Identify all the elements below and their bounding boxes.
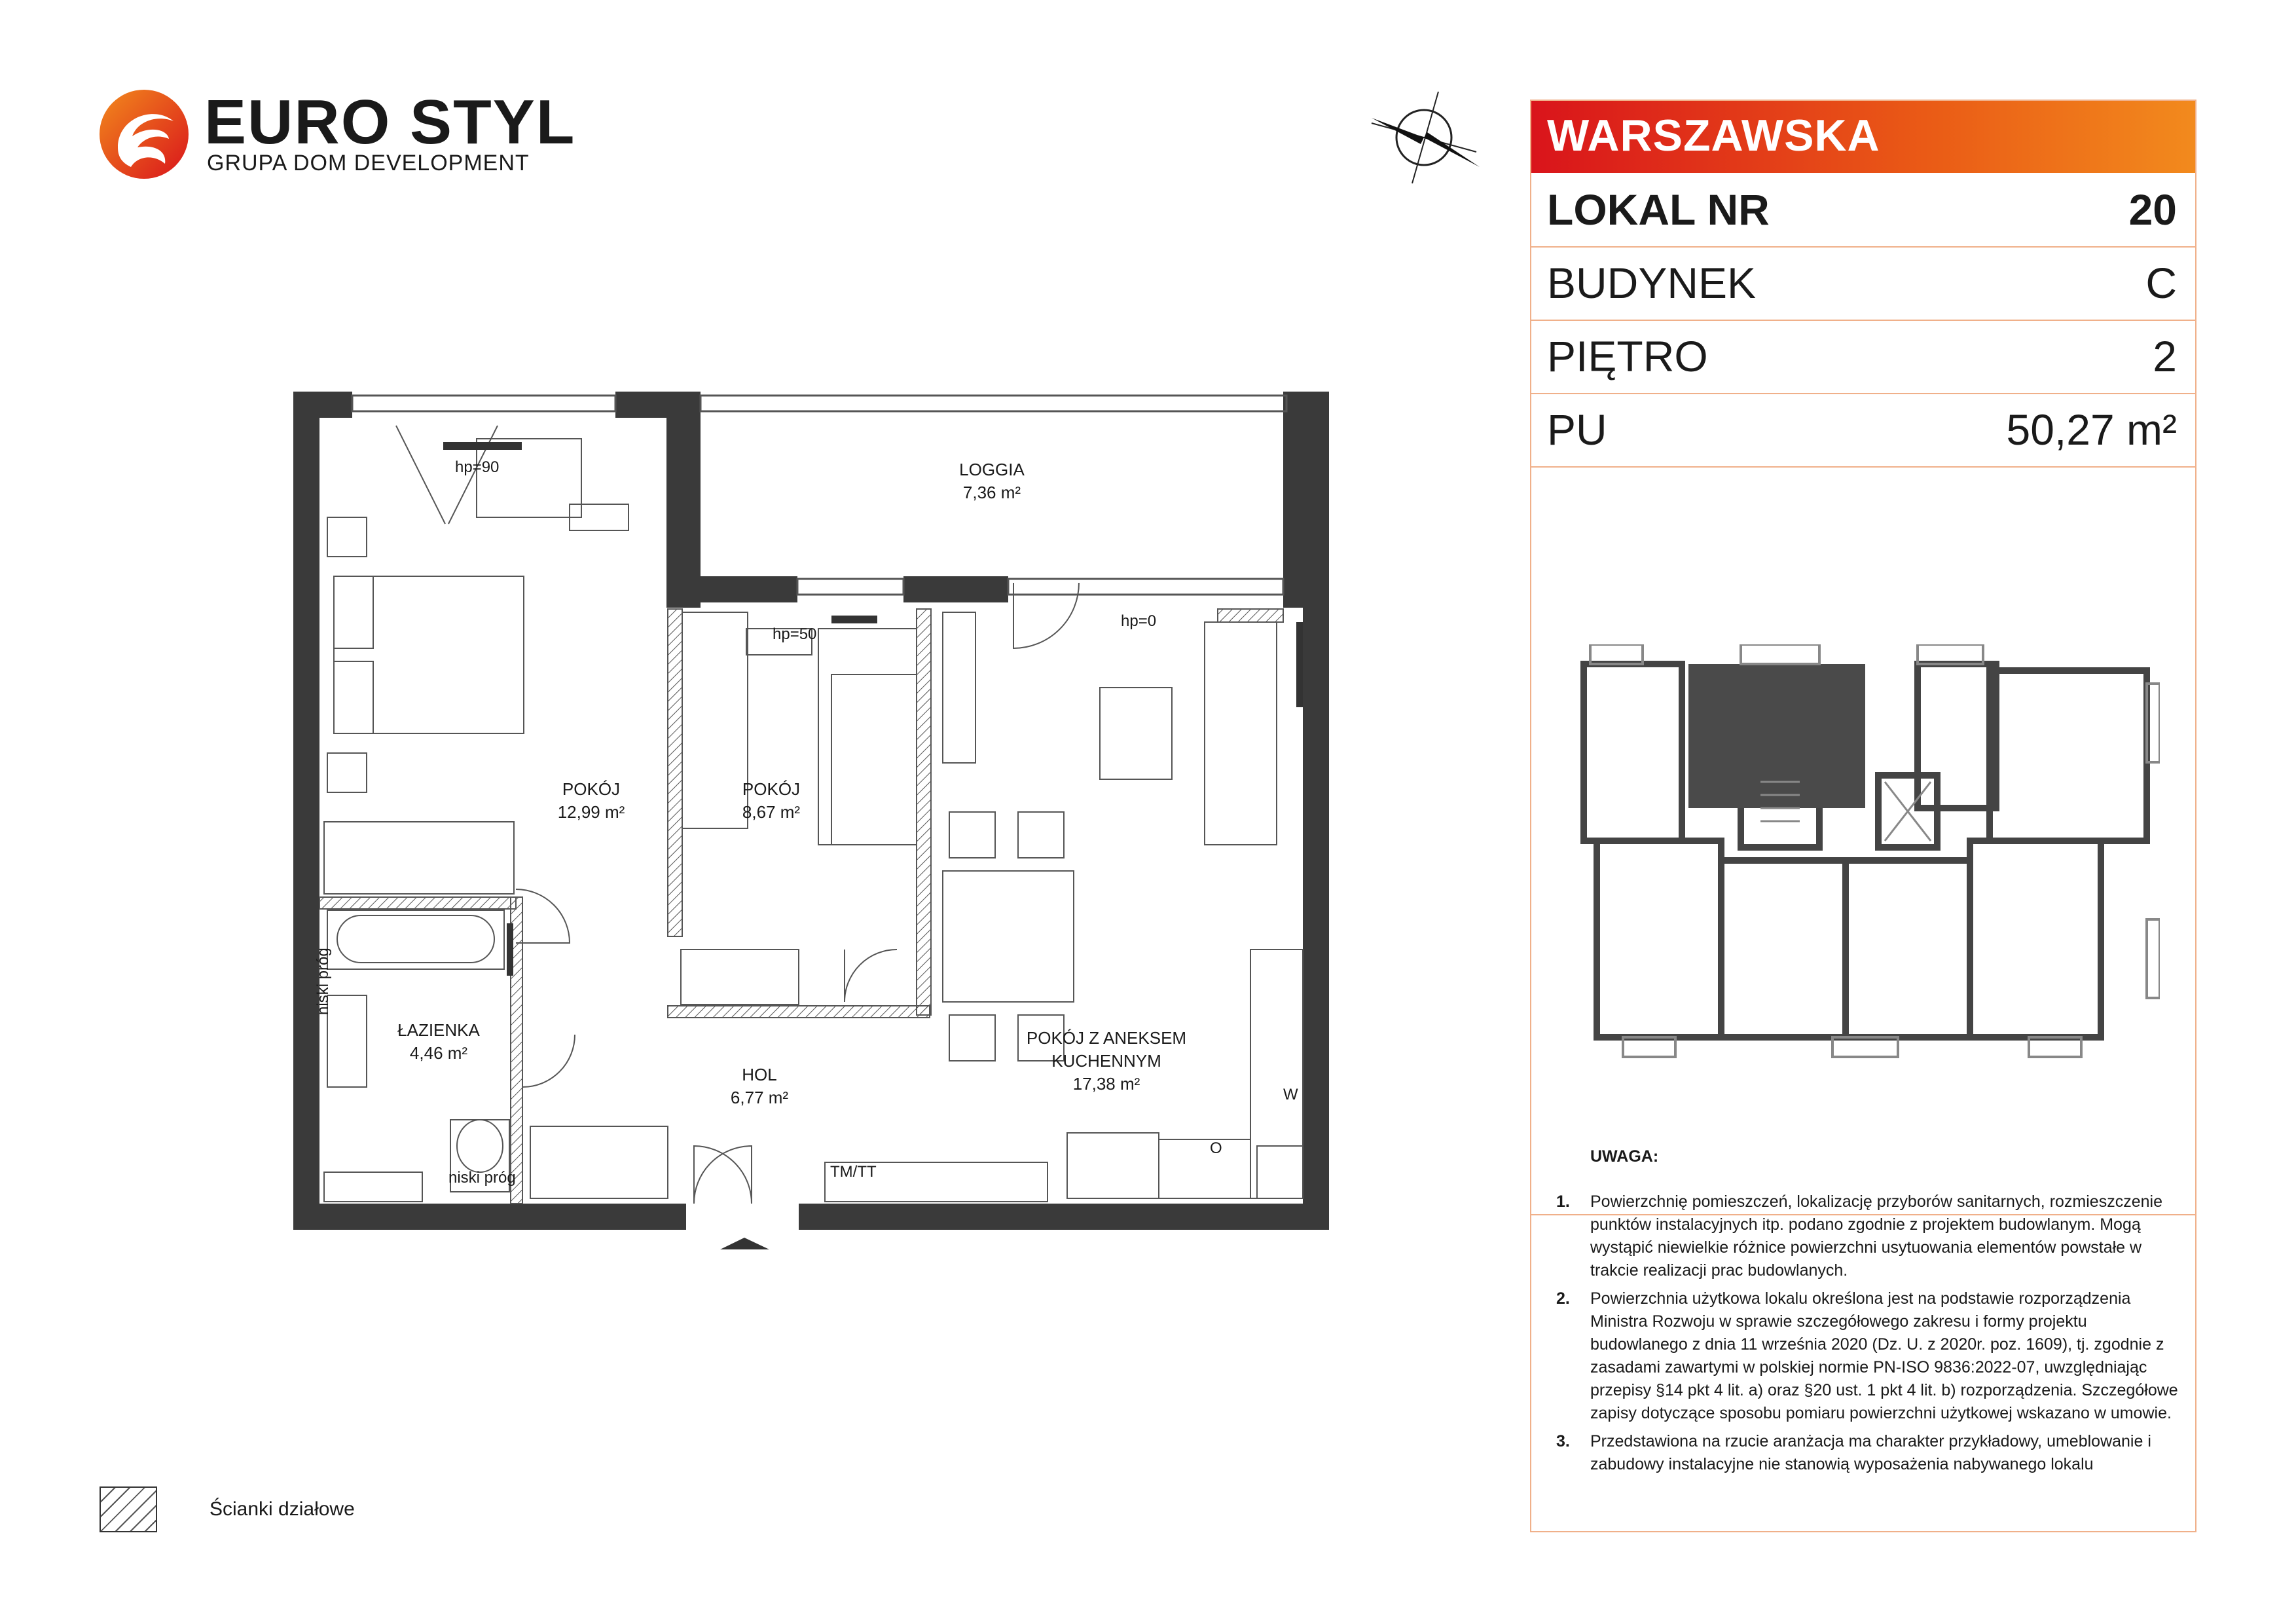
label-hp50: hp=50 [773, 625, 817, 643]
info-panel [1530, 100, 2196, 1532]
floor-plan [288, 386, 1362, 1257]
note-text: Przedstawiona na rzucie aranżacja ma charakter przykładowy, umeblowanie i zabudowy instalacyjne nie stanowią wyposażenia nabywanego lokalu [1590, 1432, 2151, 1473]
eurostyl-logo-icon [92, 85, 196, 183]
info-row-unit [1531, 173, 2195, 248]
floor-plan-drawing [288, 386, 1362, 1257]
label-o: O [1210, 1139, 1222, 1157]
room-area: 12,99 m² [557, 802, 625, 822]
street-banner [1531, 101, 2195, 173]
brand-name: EURO STYL [204, 87, 576, 157]
room-area: 6,77 m² [730, 1088, 789, 1108]
brand-subtitle: GRUPA DOM DEVELOPMENT [207, 151, 530, 175]
info-key: PU [1547, 405, 1607, 454]
note-number: 1. [1556, 1192, 1570, 1211]
info-value: 20 [2128, 185, 2177, 234]
info-key: LOKAL NR [1547, 185, 1770, 234]
note-item [1551, 1430, 2179, 1476]
room-name: POKÓJ [562, 779, 621, 799]
room-name: POKÓJ [742, 779, 801, 799]
info-value: 50,27 m² [2006, 405, 2177, 454]
label-hp0: hp=0 [1121, 612, 1157, 630]
room-area: 8,67 m² [742, 802, 801, 822]
note-number: 2. [1556, 1289, 1570, 1308]
room-name: HOL [742, 1065, 777, 1084]
label-tmtt: TM/TT [830, 1163, 877, 1181]
label-niski-prog-1: niski próg [314, 948, 332, 1015]
note-number: 3. [1556, 1432, 1570, 1450]
info-value: 2 [2153, 332, 2177, 380]
room-bedroom-small [742, 778, 800, 824]
building-keyplan [1571, 644, 2160, 1063]
room-area: 7,36 m² [962, 483, 1021, 503]
info-row-floor [1531, 320, 2195, 394]
room-area: 4,46 m² [409, 1043, 468, 1063]
label-niski-prog-2: niski próg [448, 1169, 516, 1187]
room-name-line2: KUCHENNYM [1051, 1051, 1161, 1071]
room-name: LOGGIA [959, 460, 1025, 479]
notes-title: UWAGA: [1590, 1147, 1659, 1166]
room-living-kitchen [1027, 1027, 1186, 1096]
room-name: POKÓJ Z ANEKSEM [1026, 1028, 1187, 1048]
info-row-building [1531, 246, 2195, 321]
label-w: W [1283, 1086, 1298, 1103]
info-value: C [2145, 259, 2177, 307]
room-area: 17,38 m² [1072, 1074, 1140, 1094]
street-name: WARSZAWSKA [1547, 111, 1880, 160]
room-hall [731, 1063, 788, 1109]
note-text: Powierzchnia użytkowa lokalu określona jest na podstawie rozporządzenia Ministra Rozwoju w sprawie szczegółowego zakresu i formy projektu budowlanego z dnia 11 września 2020 (Dz. U. z 2020r. poz. 1609), tj. zgodnie z zasadami zawartymi w polskiej normie PN-ISO 9836:2022-07, uwzględniając przepisy §14 pkt 4 lit. a) oraz §20 ust. 1 pkt 4 lit. b) rozporządzenia. Szczegółowe zapisy dotyczące sposobu pomiaru powierzchni użytkowej wskazano w umowie. [1590, 1289, 2178, 1422]
note-item [1551, 1287, 2179, 1425]
info-key: BUDYNEK [1547, 259, 1757, 307]
north-arrow-icon [1365, 85, 1483, 190]
note-item [1551, 1190, 2179, 1282]
room-bathroom [397, 1019, 480, 1065]
label-hp90: hp=90 [455, 458, 500, 476]
room-loggia [959, 458, 1025, 504]
note-text: Powierzchnię pomieszczeń, lokalizację przyborów sanitarnych, rozmieszczenie punktów instalacyjnych itp. podano zgodnie z projektem budowlanym. Mogą wystąpić niewielkie różnice powierzchni usytuowania elementów powstałe w trakcie realizacji prac budowlanych. [1590, 1192, 2162, 1280]
info-row-area [1531, 393, 2195, 468]
keyplan-section [1531, 468, 2195, 1215]
notes-section [1551, 1145, 2179, 1481]
info-key: PIĘTRO [1547, 332, 1708, 380]
room-name: ŁAZIENKA [397, 1020, 480, 1040]
legend-label: Ścianki działowe [210, 1498, 355, 1520]
legend-hatch-swatch [100, 1486, 157, 1532]
room-bedroom-large [558, 778, 625, 824]
